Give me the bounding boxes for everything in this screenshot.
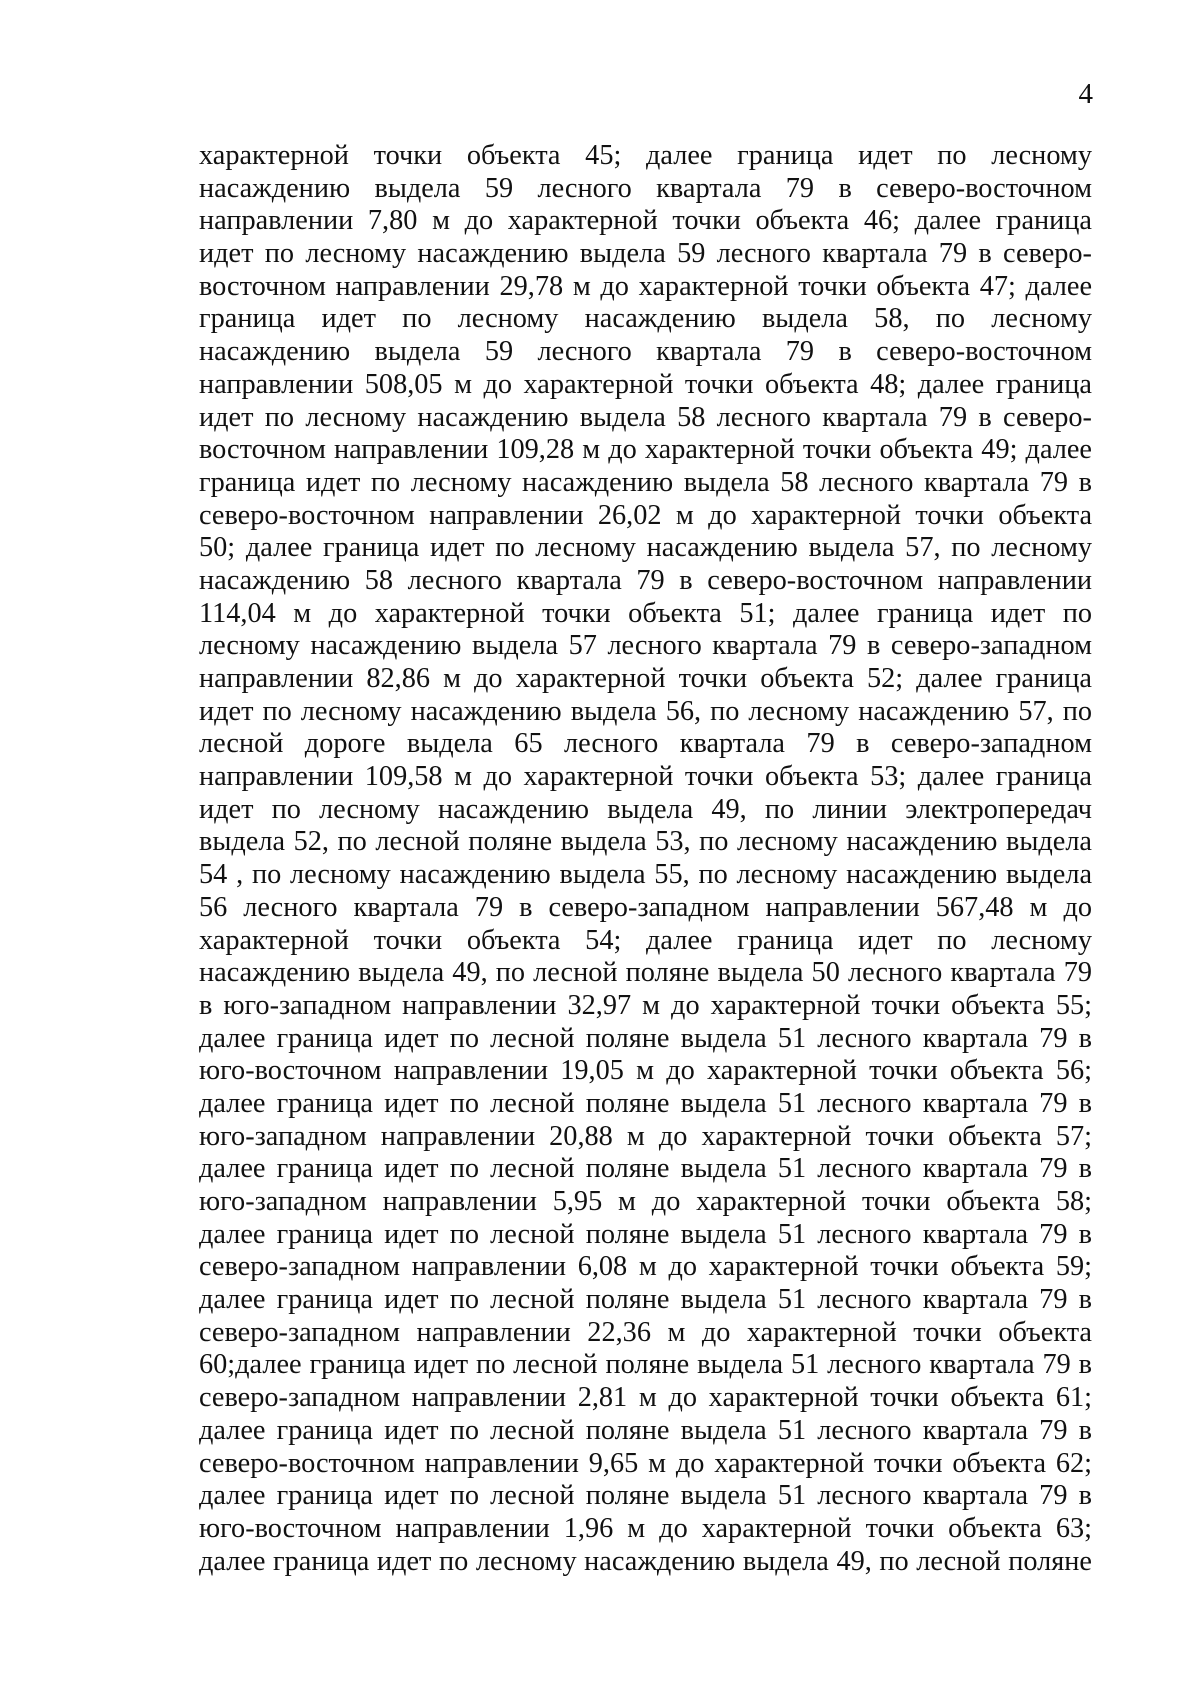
text-line: юго-восточном направлении 19,05 м до характерной точки объекта 56; <box>199 1055 1092 1087</box>
text-line: направлении 508,05 м до характерной точки объекта 48; далее граница <box>199 368 1092 400</box>
text-line: идет по лесному насаждению выдела 58 лесного квартала 79 в северо- <box>199 401 1092 433</box>
text-line: восточном направлении 109,28 м до характерной точки объекта 49; далее <box>199 434 1092 466</box>
text-line: юго-восточном направлении 1,96 м до характерной точки объекта 63; <box>199 1512 1092 1544</box>
text-line: насаждению выдела 49, по лесной поляне выдела 50 лесного квартала 79 <box>199 957 1092 989</box>
text-line: 54 , по лесному насаждению выдела 55, по лесному насаждению выдела <box>199 859 1092 891</box>
text-line: направлении 7,80 м до характерной точки объекта 46; далее граница <box>199 205 1092 237</box>
text-line: идет по лесному насаждению выдела 59 лесного квартала 79 в северо- <box>199 238 1092 270</box>
body-paragraph <box>199 140 1092 1578</box>
text-line: выдела 52, по лесной поляне выдела 53, по лесному насаждению выдела <box>199 826 1092 858</box>
text-line: юго-западном направлении 20,88 м до характерной точки объекта 57; <box>199 1120 1092 1152</box>
text-line: юго-западном направлении 5,95 м до характерной точки объекта 58; <box>199 1186 1092 1217</box>
text-line: 50; далее граница идет по лесному насаждению выдела 57, по лесному <box>199 532 1092 564</box>
text-line: северо-западном направлении 6,08 м до характерной точки объекта 59; <box>199 1251 1092 1283</box>
text-line: граница идет по лесному насаждению выдела 58 лесного квартала 79 в <box>199 466 1092 498</box>
text-line: 114,04 м до характерной точки объекта 51; далее граница идет по <box>199 597 1092 629</box>
text-line: насаждению выдела 59 лесного квартала 79 в северо-восточном <box>199 336 1092 368</box>
text-line: далее граница идет по лесной поляне выдела 51 лесного квартала 79 в <box>199 1022 1092 1054</box>
page-number: 4 <box>1078 78 1093 110</box>
text-line: далее граница идет по лесной поляне выдела 51 лесного квартала 79 в <box>199 1480 1092 1512</box>
text-line: лесному насаждению выдела 57 лесного квартала 79 в северо-западном <box>199 630 1092 662</box>
text-line: далее граница идет по лесной поляне выдела 51 лесного квартала 79 в <box>199 1284 1092 1316</box>
text-line: насаждению выдела 59 лесного квартала 79 в северо-восточном <box>199 172 1092 204</box>
text-line: северо-западном направлении 22,36 м до характерной точки объекта <box>199 1316 1092 1348</box>
text-line: характерной точки объекта 54; далее граница идет по лесному <box>199 924 1092 956</box>
text-line: далее граница идет по лесному насаждению выдела 49, по лесной поляне <box>199 1545 1092 1577</box>
text-line: далее граница идет по лесной поляне выдела 51 лесного квартала 79 в <box>199 1087 1092 1119</box>
text-line: далее граница идет по лесной поляне выдела 51 лесного квартала 79 в <box>199 1414 1092 1446</box>
text-line: в юго-западном направлении 32,97 м до характерной точки объекта 55; <box>199 989 1092 1021</box>
text-line: направлении 109,58 м до характерной точки объекта 53; далее граница <box>199 761 1092 793</box>
text-line: граница идет по лесному насаждению выдела 58, по лесному <box>199 303 1092 335</box>
text-line: 56 лесного квартала 79 в северо-западном направлении 567,48 м до <box>199 891 1092 923</box>
text-line: северо-западном направлении 2,81 м до характерной точки объекта 61; <box>199 1382 1092 1414</box>
text-line: характерной точки объекта 45; далее граница идет по лесному <box>199 140 1092 171</box>
text-line: направлении 82,86 м до характерной точки объекта 52; далее граница <box>199 663 1092 694</box>
text-line: восточном направлении 29,78 м до характерной точки объекта 47; далее <box>199 270 1092 302</box>
text-line: 60;далее граница идет по лесной поляне выдела 51 лесного квартала 79 в <box>199 1349 1092 1381</box>
text-line: насаждению 58 лесного квартала 79 в северо-восточном направлении <box>199 564 1092 596</box>
text-line: северо-восточном направлении 26,02 м до характерной точки объекта <box>199 499 1092 531</box>
text-line: далее граница идет по лесной поляне выдела 51 лесного квартала 79 в <box>199 1218 1092 1250</box>
text-line: идет по лесному насаждению выдела 49, по линии электропередач <box>199 793 1092 825</box>
text-line: далее граница идет по лесной поляне выдела 51 лесного квартала 79 в <box>199 1153 1092 1185</box>
text-line: лесной дороге выдела 65 лесного квартала 79 в северо-западном <box>199 728 1092 760</box>
text-line: северо-восточном направлении 9,65 м до характерной точки объекта 62; <box>199 1447 1092 1479</box>
text-line: идет по лесному насаждению выдела 56, по лесному насаждению 57, по <box>199 695 1092 727</box>
